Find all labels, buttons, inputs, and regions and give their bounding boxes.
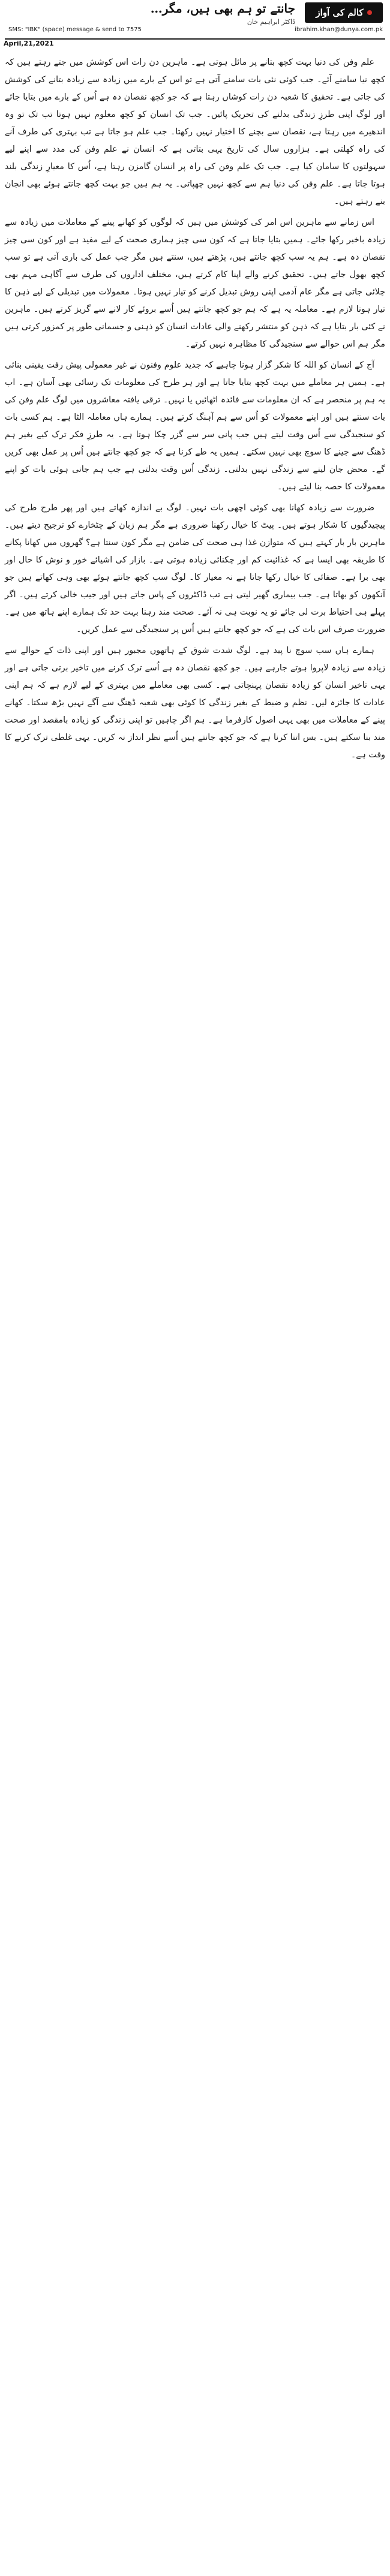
article-paragraph: ہمارے ہاں سب سوچ نا پید ہے۔ لوگ شدت شوق کے ہاتھوں مجبور ہیں اور اپنی ذات کے حوالے سے زیادہ سے زیادہ لاپروا ہوتے جارہے ہیں۔ جو کچھ نقصان دہ ہے اُسے ترک کرنے میں تاخیر برتی جاتی ہے اور یہی تاخیر انسان کو زیادہ نقصان پہنچاتی ہے۔ کسی بھی معاملے میں بہتری کے لیے لازم ہے کہ ہم اپنی عادات کا جائزہ لیں۔ نظم و ضبط کے بغیر زندگی کا کوئی بھی شعبہ ڈھنگ سے آگے نہیں بڑھ سکتا۔ کھانے پینے کے معاملات میں بھی یہی اصول کارفرما ہے۔ ہم اگر چاہیں تو اپنی زندگی کو زیادہ بامقصد اور صحت مند بنا سکتے ہیں۔ بس اتنا کرنا ہے کہ جو کچھ جانتے ہیں اُسے نظر انداز نہ کریں۔ یہی غلطی ترک کرنے کا وقت ہے۔ xyxy=(5,646,385,760)
column-title: جانتے تو ہم بھی ہیں، مگر… xyxy=(150,1,295,16)
article-paragraph: آج کے انسان کو اللہ کا شکر گزار ہونا چاہیے کہ جدید علوم وفنون نے غیر معمولی پیش رفت یقینی بنائی ہے۔ ہمیں ہر معاملے میں بہت کچھ بتایا جاتا ہے اور ہر طرح کی معلومات تک رسائی بھی آسان ہے۔ اب یہ ہم پر منحصر ہے کہ ان معلومات سے فائدہ اٹھائیں یا نہیں۔ ترقی یافتہ معاشروں میں لوگ علم وفن کی بات سنتے ہیں اور اپنے معمولات کو اُس سے ہم آہنگ کرتے ہیں۔ ہمارے ہاں معاملہ الٹا ہے۔ ہم کسی بات کو سنجیدگی سے اُس وقت لیتے ہیں جب پانی سر سے گزر چکا ہوتا ہے۔ یہ طرزِ فکر ترک کیے بغیر ہم ڈھنگ سے جینے کا سوچ بھی نہیں سکتے۔ ہمیں یہ طے کرنا ہے کہ جو کچھ جانتے ہیں اُس پر عمل بھی کریں گے۔ محض جان لینے سے زندگی نہیں بدلتی۔ زندگی اُس وقت بدلتی ہے جب ہم جانی ہوئی بات کو اپنے معمولات کا حصہ بنا لیتے ہیں۔ xyxy=(5,360,385,492)
column-header xyxy=(5,0,385,40)
article-paragraph: علم وفن کی دنیا بہت کچھ بتانے پر مائل ہوتی ہے۔ ماہرین دن رات اس کوشش میں جتے رہتے ہیں کہ کچھ نیا سامنے آئے۔ جب کوئی نئی بات سامنے آتی ہے تو اس کے بارے میں زیادہ سے زیادہ بتانے کی کوشش کی جاتی ہے۔ تحقیق کا شعبہ دن رات کوشاں رہتا ہے کہ جو کچھ نقصان دہ ہے اُس کے بارے میں بتایا جائے اور لوگ اپنی طرزِ زندگی بدلنے کی تحریک پائیں۔ جب تک انسان کو کچھ معلوم نہیں ہوتا تب تک تو وہ اندھیرے میں رہتا ہے، نقصان سے بچنے کا اختیار نہیں رکھتا۔ جب علم ہو جاتا ہے تب بہتری کی طرف آنے کی راہ کھلتی ہے۔ ہزاروں سال کی تاریخ یہی بتاتی ہے کہ انسان نے علم وفن کی مدد سے اپنے لیے سہولتوں کا سامان کیا ہے۔ جب تک علم وفن کی راہ پر انسان گامزن رہتا ہے، اُس کا معیارِ زندگی بلند ہوتا جاتا ہے۔ علم وفن کی دنیا ہم سے کچھ نہیں چھپاتی۔ یہ ہم ہیں جو بہت کچھ جانتے ہوئے بھی انجان بنے رہتے ہیں۔ xyxy=(5,58,385,206)
article-body xyxy=(5,54,385,764)
column-author: ڈاکٹر ابراہیم خان xyxy=(247,18,295,26)
publish-date: April,21,2021 xyxy=(4,40,54,47)
author-email: ibrahim.khan@dunya.com.pk xyxy=(295,26,383,33)
sms-instructions: SMS: "IBK" (space) message & send to 7575 xyxy=(8,26,142,33)
logo-text: کالم کی آواز xyxy=(316,7,364,18)
article-paragraph: اس زمانے سے ماہرین اس امر کی کوشش میں ہیں کہ لوگوں کو کھانے پینے کے معاملات میں زیادہ سے زیادہ باخبر رکھا جائے۔ ہمیں بتایا جاتا ہے کہ کون سی چیز ہماری صحت کے لیے مفید ہے اور کون سی چیز نقصان دہ ہے۔ ہم یہ سب کچھ جانتے ہیں، پڑھتے ہیں، سنتے ہیں مگر جب عمل کی باری آتی ہے تو سب کچھ بھول جاتے ہیں۔ تحقیق کرنے والے اپنا کام کرتے ہیں، مختلف اداروں کی طرف سے آگاہی مہم بھی چلائی جاتی ہے مگر عام آدمی اپنی روش تبدیل کرنے کو تیار نہیں ہوتا۔ معمولات میں تبدیلی کے لیے ذہن کا تیار ہونا لازم ہے۔ معاملہ یہ ہے کہ ہم جو کچھ جانتے ہیں اُسے بروئے کار لانے سے گریز کرتے ہیں۔ ماہرین نے کئی بار بتایا ہے کہ ذہن کو منتشر رکھنے والی عادات انسان کو ذہنی و جسمانی طور پر کمزور کرتی ہیں مگر ہم اس حوالے سے سنجیدگی کا مظاہرہ نہیں کرتے۔ xyxy=(5,218,385,349)
article-paragraph: ضرورت سے زیادہ کھانا بھی کوئی اچھی بات نہیں۔ لوگ بے اندازہ کھاتے ہیں اور پھر طرح طرح کی پیچیدگیوں کا شکار ہوتے ہیں۔ پیٹ کا خیال رکھنا ضروری ہے مگر ہم زبان کے چٹخارے کو ترجیح دیتے ہیں۔ ماہرین بار بار کہتے ہیں کہ متوازن غذا ہی صحت کی ضامن ہے مگر کون سنتا ہے؟ گھروں میں کھانا پکانے کا طریقہ بھی ایسا ہے کہ غذائیت کم اور چکنائی زیادہ ہوتی ہے۔ بازار کی اشیائے خور و نوش کا حال اور بھی برا ہے۔ صفائی کا خیال رکھا جاتا ہے نہ معیار کا۔ لوگ سب کچھ جانتے ہوئے بھی وہی کھاتے ہیں جو آنکھوں کو بھاتا ہے۔ جب بیماری گھیر لیتی ہے تب ڈاکٹروں کے پاس جاتے ہیں اور جیب خالی کرتے ہیں۔ اگر پہلے ہی احتیاط برت لی جائے تو یہ نوبت ہی نہ آئے۔ صحت مند رہنا بہت حد تک ہمارے اپنے ہاتھ میں ہے۔ ضرورت صرف اس بات کی ہے کہ جو کچھ جانتے ہیں اُس پر سنجیدگی سے عمل کریں۔ xyxy=(5,503,386,634)
logo-accent-dot xyxy=(367,10,372,15)
column-logo xyxy=(305,2,383,23)
